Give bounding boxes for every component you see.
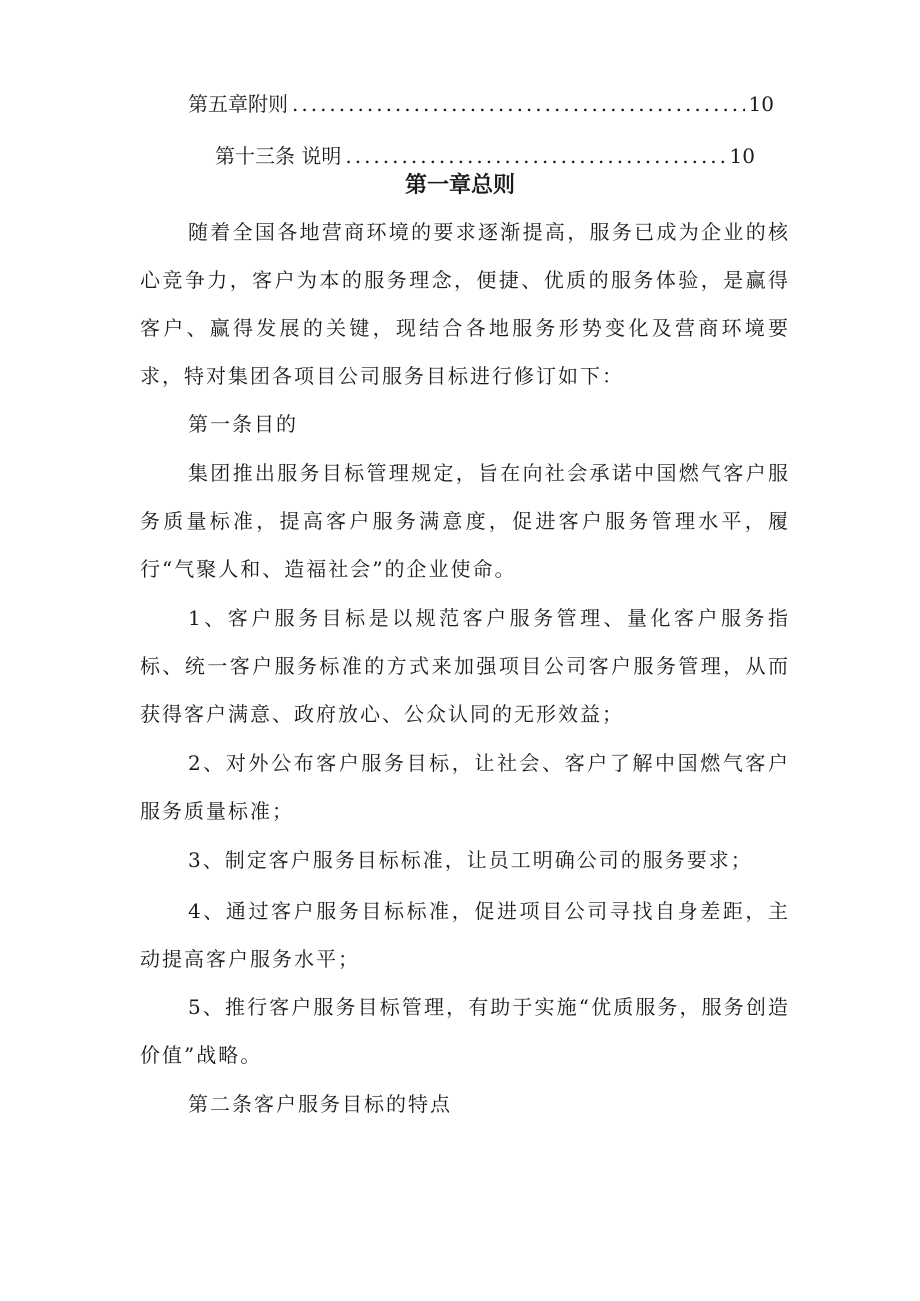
list-item-4: 4、通过客户服务目标标准，促进项目公司寻找自身差距，主动提高客户服务水平；	[140, 899, 790, 971]
toc-entry[interactable]	[215, 144, 755, 168]
article-2-heading: 第二条客户服务目标的特点	[188, 1092, 452, 1116]
toc-entry-label: 第十三条 说明	[215, 144, 342, 168]
toc-leader-dots	[345, 144, 725, 168]
intro-paragraph: 随着全国各地营商环境的要求逐渐提高，服务已成为企业的核心竞争力，客户为本的服务理念，便捷、优质的服务体验，是赢得客户、赢得发展的关键，现结合各地服务形势变化及营商环境要求，特对集团各项目公司服务目标进行修订如下：	[140, 220, 790, 388]
article-1-heading: 第一条目的	[188, 412, 298, 436]
toc-entry-page: 10	[729, 144, 755, 168]
toc-entry-label: 第五章附则	[188, 92, 288, 116]
list-item-3: 3、制定客户服务目标标准，让员工明确公司的服务要求；	[188, 848, 753, 872]
toc-leader-dots	[292, 92, 745, 116]
chapter-title: 第一章总则	[404, 173, 515, 198]
list-item-2: 2、对外公布客户服务目标，让社会、客户了解中国燃气客户服务质量标准；	[140, 751, 790, 823]
article-1-body: 集团推出服务目标管理规定，旨在向社会承诺中国燃气客户服务质量标准，提高客户服务满意度，促进客户服务管理水平，履行“气聚人和、造福社会”的企业使命。	[140, 461, 790, 581]
list-item-5: 5、推行客户服务目标管理，有助于实施“优质服务，服务创造价值”战略。	[140, 995, 790, 1067]
list-item-1: 1、客户服务目标是以规范客户服务管理、量化客户服务指标、统一客户服务标准的方式来加强项目公司客户服务管理，从而获得客户满意、政府放心、公众认同的无形效益；	[140, 606, 790, 726]
toc-entry[interactable]	[188, 92, 774, 116]
toc-entry-page: 10	[748, 92, 774, 116]
